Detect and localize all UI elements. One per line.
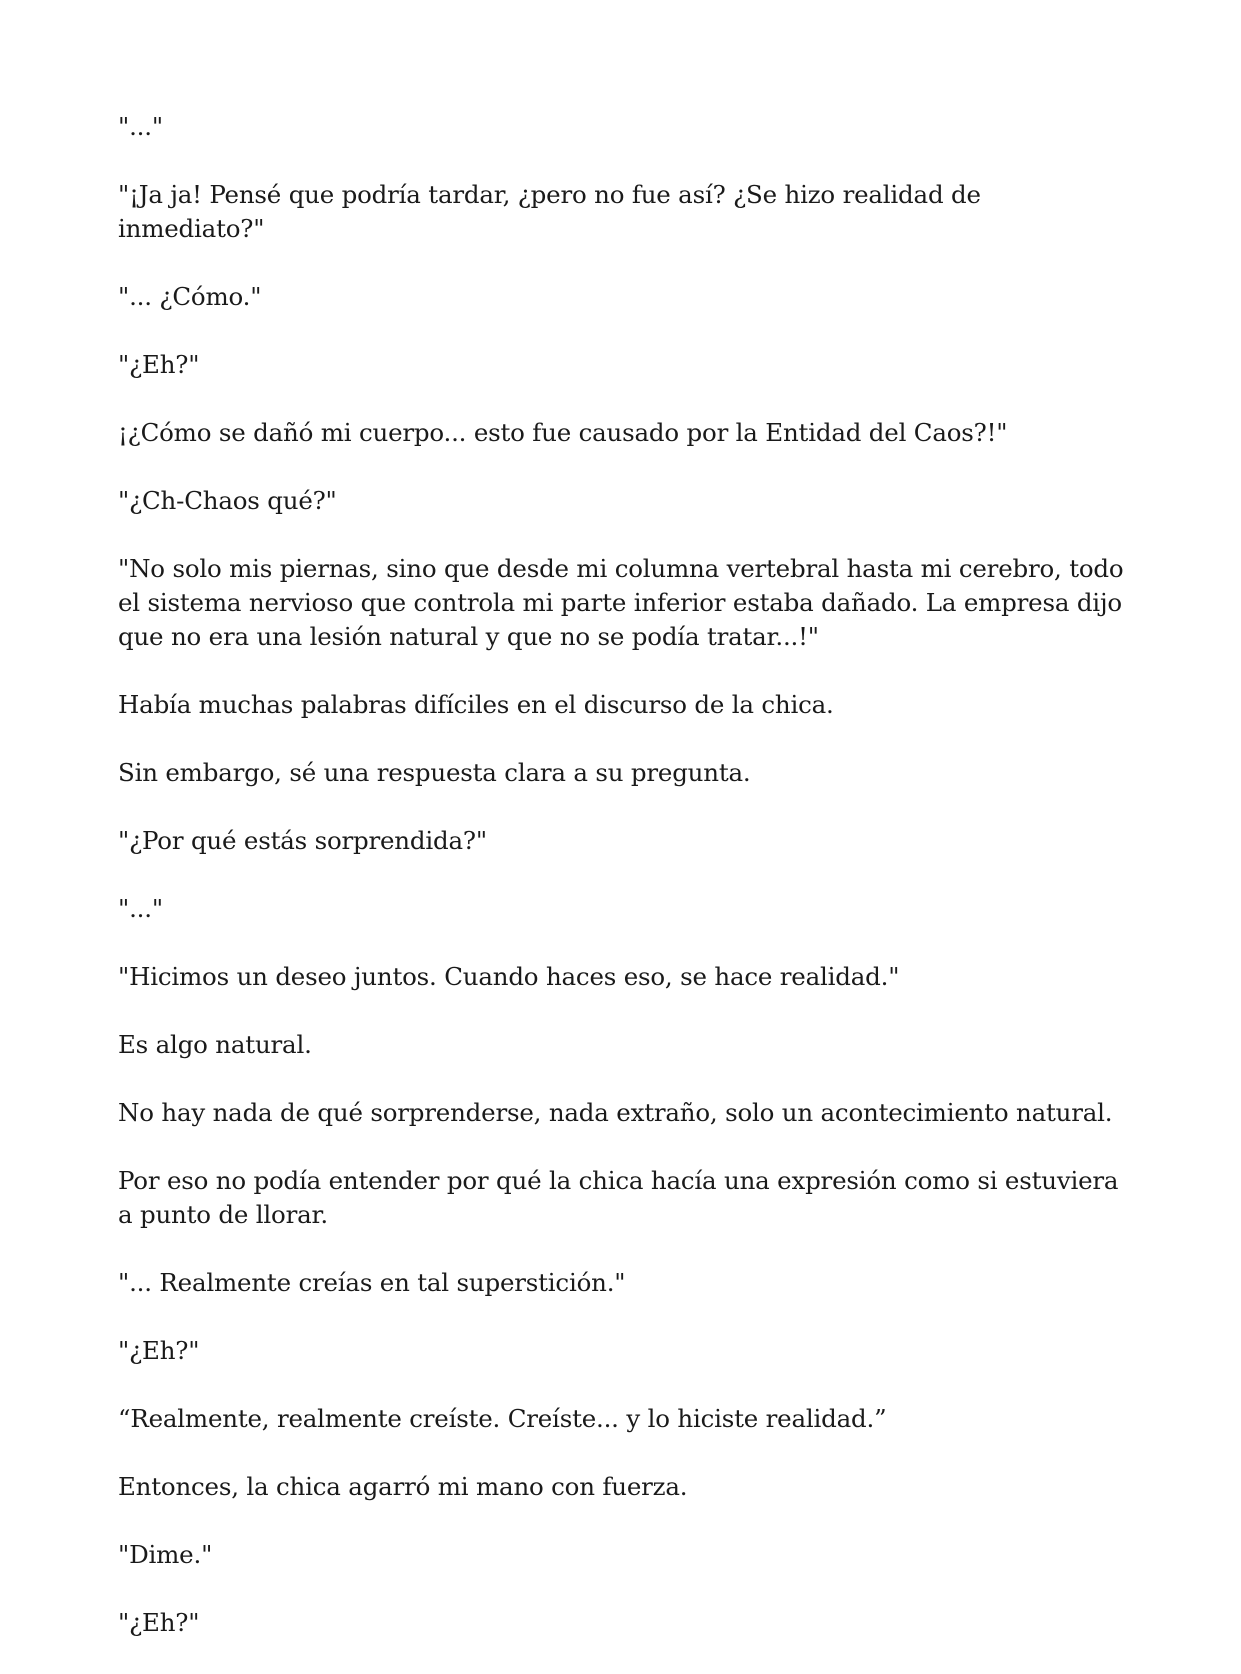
- paragraph: "¿Eh?": [118, 1608, 200, 1637]
- paragraph: "Hicimos un deseo juntos. Cuando haces eso, se hace realidad.": [118, 962, 900, 991]
- paragraph: “Realmente, realmente creíste. Creíste... y lo hiciste realidad.”: [118, 1404, 887, 1433]
- paragraph: "... Realmente creías en tal superstición.": [118, 1268, 626, 1297]
- paragraph: "¿Eh?": [118, 1336, 200, 1365]
- paragraph: Por eso no podía entender por qué la chica hacía una expresión como si estuviera a punto de llorar.: [118, 1166, 1119, 1229]
- paragraph: ¡¿Cómo se dañó mi cuerpo... esto fue causado por la Entidad del Caos?!": [118, 418, 1008, 447]
- paragraph: "Dime.": [118, 1540, 213, 1569]
- paragraph: "No solo mis piernas, sino que desde mi columna vertebral hasta mi cerebro, todo el sistema nervioso que controla mi parte inferior estaba dañado. La empresa dijo que no era una lesión natural y que no se podía tratar...!": [118, 554, 1124, 651]
- paragraph: "¿Ch-Chaos qué?": [118, 486, 337, 515]
- paragraph: "...": [118, 894, 163, 923]
- paragraph: Sin embargo, sé una respuesta clara a su pregunta.: [118, 758, 751, 787]
- paragraph: Había muchas palabras difíciles en el discurso de la chica.: [118, 690, 834, 719]
- paragraph: No hay nada de qué sorprenderse, nada extraño, solo un acontecimiento natural.: [118, 1098, 1113, 1127]
- paragraph: "... ¿Cómo.": [118, 282, 262, 311]
- paragraph: "...": [118, 112, 163, 141]
- paragraph: "¿Eh?": [118, 350, 200, 379]
- paragraph: Es algo natural.: [118, 1030, 312, 1059]
- paragraph: "¡Ja ja! Pensé que podría tardar, ¿pero no fue así? ¿Se hizo realidad de inmediato?": [118, 180, 981, 243]
- paragraph: Entonces, la chica agarró mi mano con fuerza.: [118, 1472, 688, 1501]
- document-body: [118, 110, 1128, 1674]
- paragraph: "¿Por qué estás sorprendida?": [118, 826, 487, 855]
